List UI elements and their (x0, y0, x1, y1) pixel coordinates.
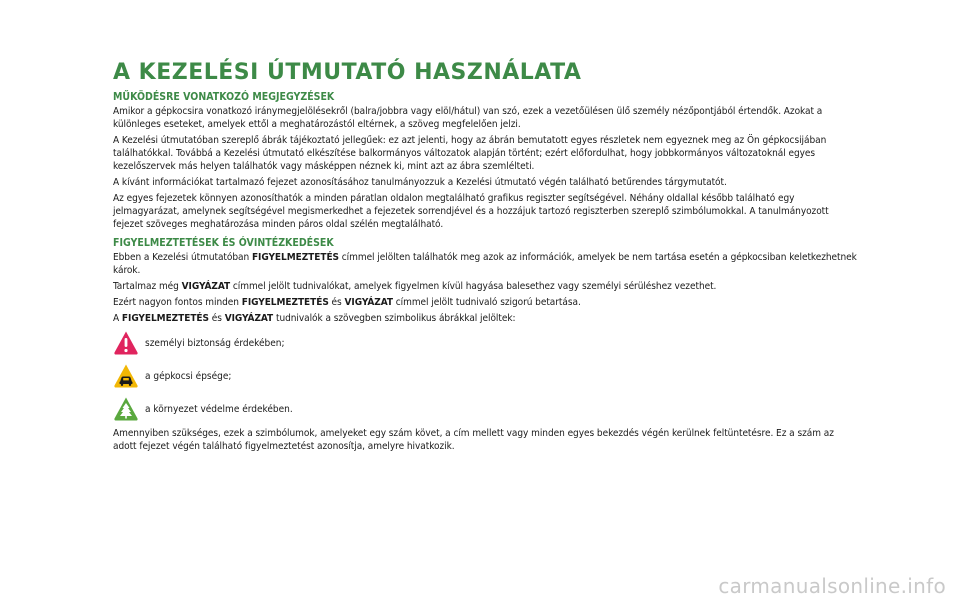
warning-car-icon (113, 363, 139, 389)
text: Tartalmaz még (113, 281, 182, 292)
symbol-label: a környezet védelme érdekében. (145, 403, 293, 415)
warning-environment-icon (113, 396, 139, 422)
paragraph: Amikor a gépkocsira vonatkozó iránymegjelölésekről (balra/jobbra vagy elöl/hátul) van szó, ezek a vezetőülésen ülő személy nézőpontjából értendők. Azokat a különleges eseteket, amelyek ettől a meghatározástól eltérnek, a szöveg megfelelően jelzi. (113, 106, 823, 130)
symbol-row-person (113, 328, 858, 358)
paragraph: Az egyes fejezetek könnyen azonosíthatók a minden páratlan oldalon megtalálható grafikus regiszter segítségével. Néhány oldallal később található egy jelmagyarázat, amelynek segítségével megismerkedhet a fejezetek sorrendjével és a hozzájuk tartozó regiszterben szereplő szimbólumokkal. A tanulmányozott fejezet szöveges meghatározása minden páros oldal szélén megtalálható. (113, 193, 829, 230)
section-heading-warnings: FIGYELMEZTETÉSEK ÉS ÓVINTÉZKEDÉSEK (113, 237, 334, 249)
paragraph: A Kezelési útmutatóban szereplő ábrák tájékoztató jellegűek: ez azt jelenti, hogy az ábrán bemutatott egyes részletek nem egyeznek meg az Ön gépkocsijában találhatókkal. Továbbá a Kezelési útmutató elkészítése balkormányos változatok alapján történt; ezért előfordulhat, hogy jobbkormányos változatoknál egyes kezelőszervek más helyen találhatók vagy másképpen néznek ki, mint azt az ábra szemlélteti. (113, 135, 827, 172)
text: címmel jelölt tudnivalókat, amelyek figyelmen kívül hagyása balesethez vagy személyi sérüléshez vezethet. (230, 281, 717, 292)
text: és (328, 297, 345, 308)
warning-person-icon (113, 330, 139, 356)
page-title: A KEZELÉSI ÚTMUTATÓ HASZNÁLATA (113, 60, 582, 85)
paragraph (113, 280, 858, 293)
symbol-label: személyi biztonság érdekében; (145, 337, 285, 349)
paragraph (113, 251, 858, 277)
symbol-row-car (113, 361, 858, 391)
keyword-caution: VIGYÁZAT (224, 313, 274, 324)
page-content (113, 60, 858, 456)
section-heading-operation-notes: MŰKÖDÉSRE VONATKOZÓ MEGJEGYZÉSEK (113, 91, 335, 103)
text: címmel jelölten találhatók meg azok az információk, amelyek be nem tartása esetén a gépkocsiban keletkezhetnek károk. (113, 252, 857, 276)
keyword-caution: VIGYÁZAT (181, 281, 231, 292)
keyword-warning: FIGYELMEZTETÉS (251, 252, 339, 263)
symbol-row-environment (113, 394, 858, 424)
paragraph: A kívánt információkat tartalmazó fejezet azonosításához tanulmányozzuk a Kezelési útmutató végén található betűrendes tárgymutatót. (113, 177, 727, 188)
text: címmel jelölt tudnivaló szigorú betartása. (392, 297, 581, 308)
keyword-warning: FIGYELMEZTETÉS (121, 313, 209, 324)
text: és (208, 313, 225, 324)
paragraph (113, 296, 858, 309)
paragraph: Amennyiben szükséges, ezek a szimbólumok, amelyeket egy szám követ, a cím mellett vagy minden egyes bekezdés végén kerülnek feltüntetésre. Ez a szám az adott fejezet végén található figyelmeztetést azonosítja, amelyre hivatkozik. (113, 428, 834, 452)
symbol-label: a gépkocsi épsége; (145, 370, 232, 382)
text: Ezért nagyon fontos minden (113, 297, 242, 308)
paragraph (113, 312, 858, 325)
text: A (113, 313, 122, 324)
keyword-warning: FIGYELMEZTETÉS (241, 297, 329, 308)
keyword-caution: VIGYÁZAT (344, 297, 393, 308)
text: tudnivalók a szövegben szimbolikus ábrákkal jelöltek: (273, 313, 516, 324)
text: Ebben a Kezelési útmutatóban (113, 252, 252, 263)
watermark: carmanualsonline.info (718, 574, 946, 598)
